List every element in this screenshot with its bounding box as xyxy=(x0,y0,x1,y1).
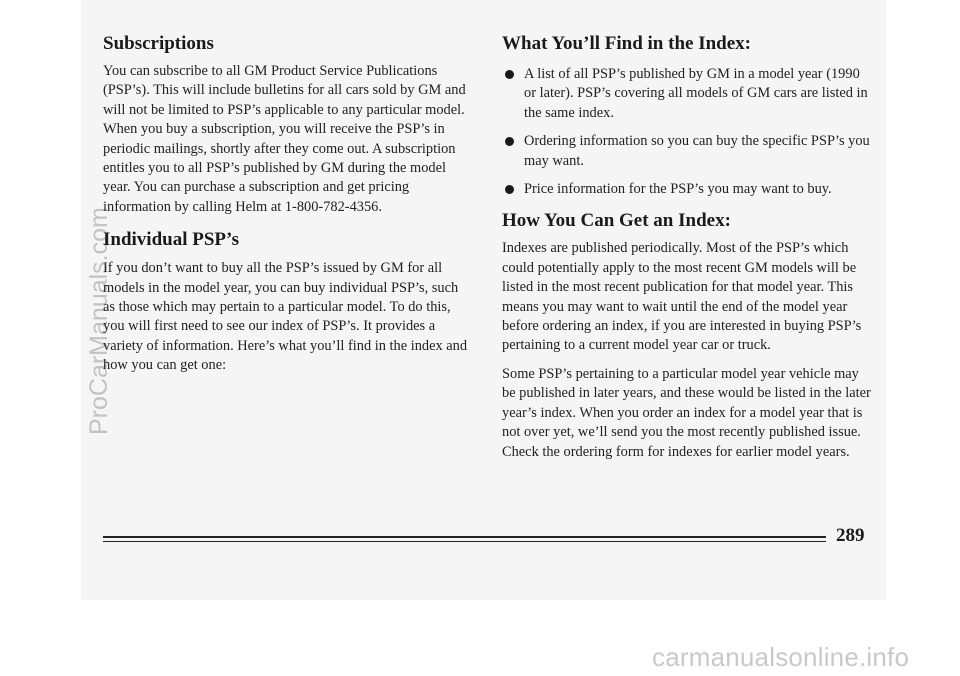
list-item xyxy=(502,132,874,171)
page-number: 289 xyxy=(836,525,865,546)
find-in-index-heading: What You’ll Find in the Index: xyxy=(502,33,751,54)
left-column xyxy=(103,32,471,376)
footer-rule xyxy=(103,536,826,538)
individual-psps-heading: Individual PSP’s xyxy=(103,229,240,251)
get-index-paragraph: Some PSP’s pertaining to a particular model year vehicle may be published in later years, and these would be listed in the later year’s index. When you order an index for a model year that is not over yet, we’ll send you the most recently published issue. Check the ordering form for indexes for earlier model years. xyxy=(502,365,871,460)
list-item xyxy=(502,65,874,123)
bullet-text: Ordering information so you can buy the specific PSP’s you may want. xyxy=(524,133,870,169)
side-watermark-text: ProCarManuals.com xyxy=(85,207,113,435)
bullet-text: Price information for the PSP’s you may want to buy. xyxy=(524,181,832,198)
individual-psps-body: If you don’t want to buy all the PSP’s issued by GM for all models in the model year, you can buy individual PSP’s, such as those which may pertain to a particular model. To do this, you will first need to see our index of PSP’s. It provides a variety of information. Here’s what you’ll find in the index and how you can get one: xyxy=(103,260,468,374)
get-index-paragraph: Indexes are published periodically. Most of the PSP’s which could potentially apply to the most recent GM models will be listed in the most recent publication for that model year. This means you may want to wait until the end of the model year before ordering an index, if you are interested in buying PSP’s pertaining to a current model year car or truck. xyxy=(502,240,862,354)
right-column xyxy=(502,32,874,462)
list-item xyxy=(502,180,874,199)
footer-watermark: carmanualsonline.info xyxy=(652,642,910,672)
footer-rule-thin xyxy=(103,541,826,542)
index-contents-list xyxy=(502,65,874,199)
subscriptions-body: You can subscribe to all GM Product Service Publications (PSP’s). This will include bulletins for all cars sold by GM and will not be limited to PSP’s applicable to any particular model. When you buy a subscription, you will receive the PSP’s in periodic mailings, shortly after they come out. A subscription entitles you to all PSP’s published by GM during the model year. You can purchase a subscription and get pricing information by calling Helm at 1-800-782-4356. xyxy=(103,63,466,215)
get-index-heading: How You Can Get an Index: xyxy=(502,210,731,232)
bullet-icon xyxy=(505,185,514,194)
bullet-icon xyxy=(505,70,514,79)
bullet-icon xyxy=(505,137,514,146)
subscriptions-heading: Subscriptions xyxy=(103,33,214,54)
bullet-text: A list of all PSP’s published by GM in a model year (1990 or later). PSP’s covering all models of GM cars are listed in the same index. xyxy=(524,66,868,121)
